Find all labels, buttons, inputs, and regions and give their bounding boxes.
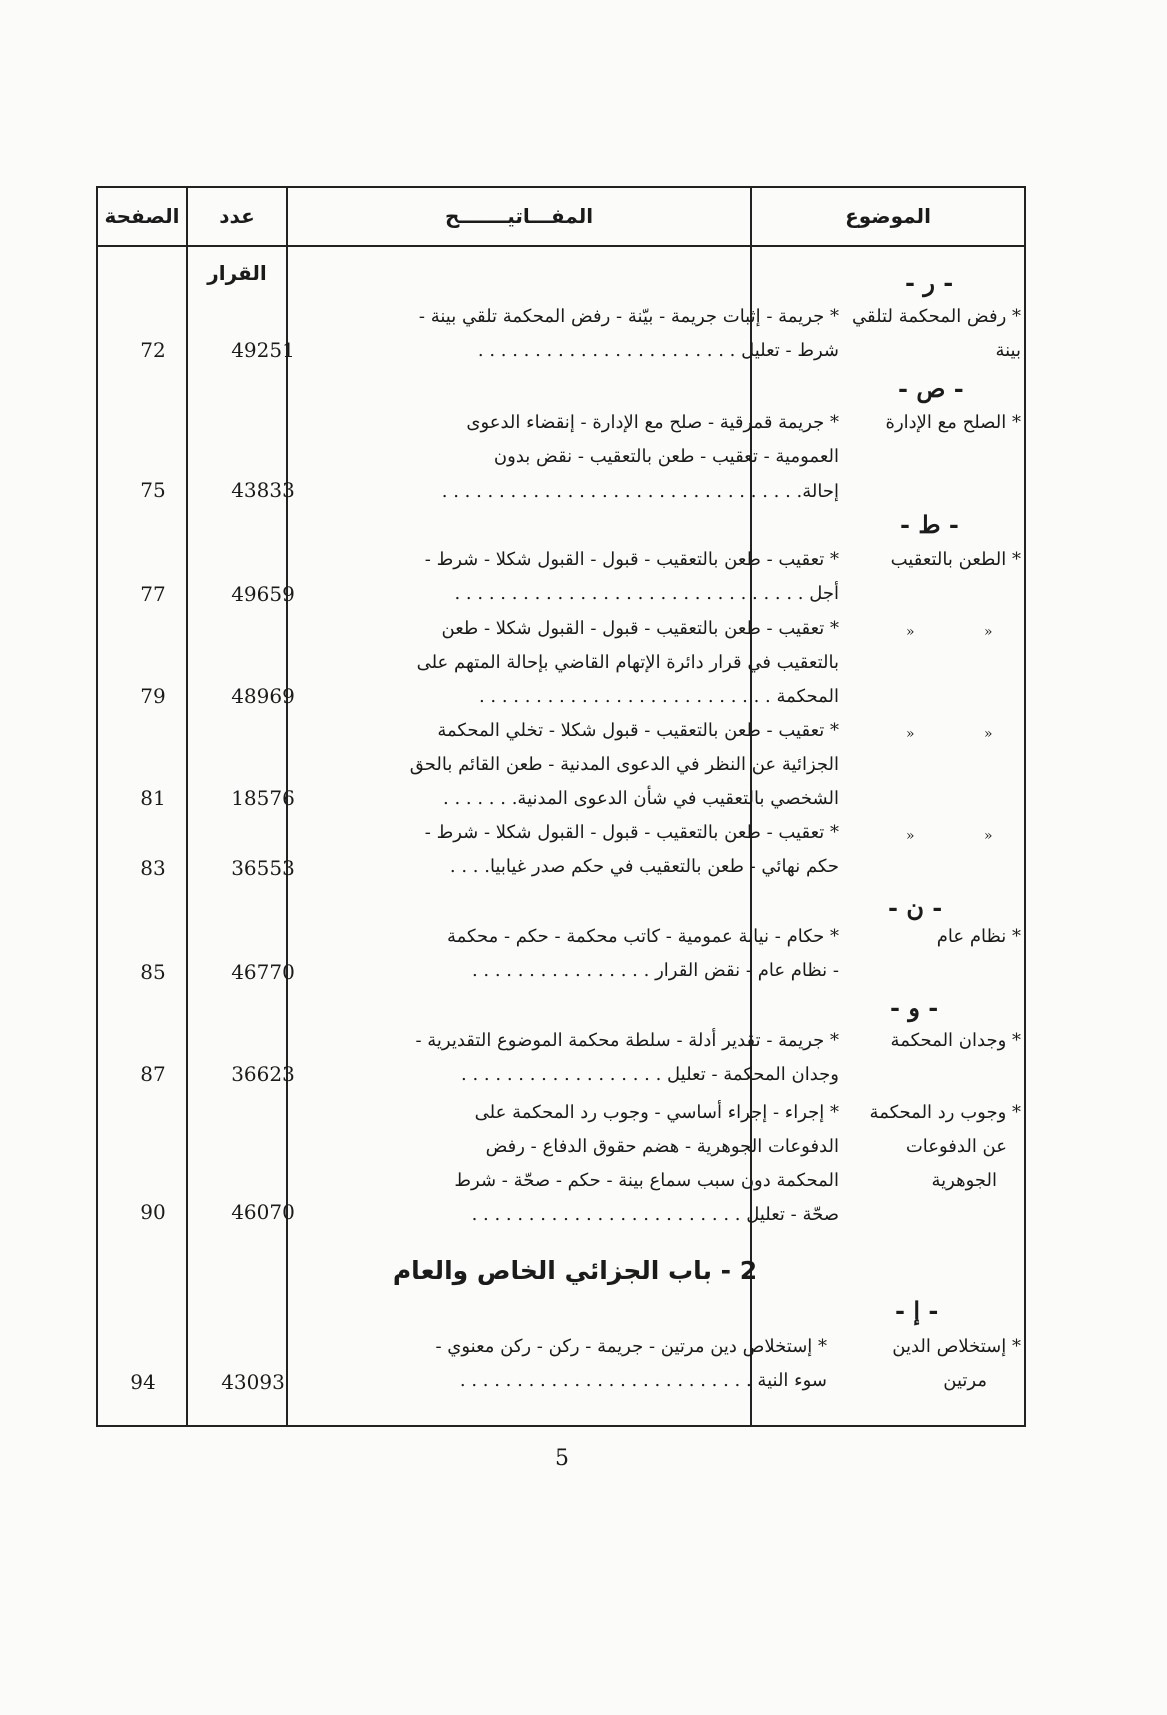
ditto-mark: » — [984, 828, 993, 844]
letter-heading: - و - — [890, 993, 939, 1022]
keyword-line: * جريمة - إثبات جريمة - بيّنة - رفض المحكمة تلقي بينة - — [418, 306, 839, 327]
letter-heading: - ن - — [888, 893, 943, 922]
keyword-line: * تعقيب - طعن بالتعقيب - قبول - القبول شكلا - شرط - — [424, 549, 839, 570]
decision-number: 18576 — [231, 786, 295, 810]
ditto-mark: » — [984, 726, 993, 742]
decision-number: 49659 — [231, 582, 295, 606]
decision-number: 43093 — [221, 1370, 285, 1394]
keyword-line: - نظام عام - نقض القرار . . . . . . . . . . . . . . . . — [471, 960, 839, 981]
ditto-mark: » — [906, 828, 915, 844]
subject-text: * رفض المحكمة لتلقي — [851, 306, 1021, 327]
decision-number: 48969 — [231, 684, 295, 708]
page-number: 5 — [555, 1446, 569, 1471]
page-ref: 72 — [140, 338, 166, 362]
keyword-line: سوء النية . . . . . . . . . . . . . . . . . . . . . . . . . . — [459, 1370, 827, 1391]
keyword-line: * إستخلاص دين مرتين - جريمة - ركن - ركن معنوي - — [435, 1336, 827, 1357]
keyword-line: شرط - تعليل . . . . . . . . . . . . . . . . . . . . . . . — [477, 340, 839, 361]
subject-text: * إستخلاص الدين — [892, 1336, 1021, 1357]
section-title: 2 - باب الجزائي الخاص والعام — [392, 1256, 758, 1285]
letter-heading: - ط - — [900, 510, 959, 539]
keyword-line: * جريمة - تقدير أدلة - سلطة محكمة الموضوع التقديرية - — [415, 1030, 839, 1051]
subject-text: * الصلح مع الإدارة — [885, 412, 1021, 433]
keyword-line: حكم نهائي - طعن بالتعقيب في حكم صدر غيابيا. . . . — [449, 856, 839, 877]
decision-number: 46070 — [231, 1200, 295, 1224]
keyword-line: المحكمة دون سبب سماع بينة - حكم - صحّة - شرط — [454, 1170, 839, 1191]
decision-number: 49251 — [231, 338, 295, 362]
ditto-mark: » — [906, 726, 915, 742]
page-ref: 77 — [140, 582, 166, 606]
page-ref: 83 — [140, 856, 166, 880]
keyword-line: الدفوعات الجوهرية - هضم حقوق الدفاع - رفض — [485, 1136, 839, 1157]
keyword-line: * إجراء - إجراء أساسي - وجوب رد المحكمة على — [474, 1102, 839, 1123]
ditto-mark: » — [984, 624, 993, 640]
subject-text: * نظام عام — [936, 926, 1021, 947]
decision-number: 36553 — [231, 856, 295, 880]
page-ref: 85 — [140, 960, 166, 984]
header-keywords: المفـــاتيـــــــح — [444, 204, 594, 228]
subject-text: مرتين — [943, 1370, 987, 1391]
page-ref: 79 — [140, 684, 166, 708]
subject-text: * وجوب رد المحكمة — [869, 1102, 1021, 1123]
keyword-line: إحالة. . . . . . . . . . . . . . . . . . . . . . . . . . . . . . . . — [441, 481, 839, 502]
subject-text: عن الدفوعات — [905, 1136, 1007, 1157]
keyword-line: صحّة - تعليل . . . . . . . . . . . . . . . . . . . . . . . . — [471, 1204, 839, 1225]
page-ref: 81 — [140, 786, 166, 810]
keyword-line: الجزائية عن النظر في الدعوى المدنية - طعن القائم بالحق — [409, 754, 839, 775]
letter-heading: - إ - — [895, 1296, 939, 1325]
keyword-line: المحكمة . . . . . . . . . . . . . . . . . . . . . . . . . . — [478, 686, 839, 707]
ditto-mark: » — [906, 624, 915, 640]
page-ref: 75 — [140, 478, 166, 502]
keyword-line: * جريمة قمرقية - صلح مع الإدارة - إنقضاء الدعوى — [466, 412, 839, 433]
keyword-line: * تعقيب - طعن بالتعقيب - قبول - القبول شكلا - شرط - — [424, 822, 839, 843]
keyword-line: * تعقيب - طعن بالتعقيب - قبول - القبول شكلا - طعن — [441, 618, 839, 639]
subject-text: الجوهرية — [931, 1170, 997, 1191]
subject-text: * وجدان المحكمة — [890, 1030, 1021, 1051]
keyword-line: * حكام - نيابة عمومية - كاتب محكمة - حكم - محكمة — [446, 926, 839, 947]
decision-number: 36623 — [231, 1062, 295, 1086]
letter-heading: - ر - — [905, 268, 954, 297]
page-ref: 87 — [140, 1062, 166, 1086]
header-page: الصفحة — [104, 204, 180, 228]
keyword-line: أجل . . . . . . . . . . . . . . . . . . . . . . . . . . . . . . . — [454, 583, 839, 604]
subject-text: * الطعن بالتعقيب — [890, 549, 1021, 570]
letter-heading: - ص - — [898, 374, 964, 403]
keyword-line: وجدان المحكمة - تعليل . . . . . . . . . . . . . . . . . . — [461, 1064, 839, 1085]
header-subject: الموضوع — [845, 204, 931, 228]
header-decision-number: عدد القرار — [207, 204, 267, 285]
keyword-line: * تعقيب - طعن بالتعقيب - قبول شكلا - تخلي المحكمة — [437, 720, 839, 741]
keyword-line: الشخصي بالتعقيب في شأن الدعوى المدنية. . . . . . . — [443, 788, 839, 809]
keyword-line: بالتعقيب في قرار دائرة الإتهام القاضي بإحالة المتهم على — [416, 652, 839, 673]
page-ref: 90 — [140, 1200, 166, 1224]
decision-number: 46770 — [231, 960, 295, 984]
page-ref: 94 — [130, 1370, 156, 1394]
subject-text: بينة — [995, 340, 1021, 361]
keyword-line: العمومية - تعقيب - طعن بالتعقيب - نقض بدون — [493, 446, 839, 467]
decision-number: 43833 — [231, 478, 295, 502]
